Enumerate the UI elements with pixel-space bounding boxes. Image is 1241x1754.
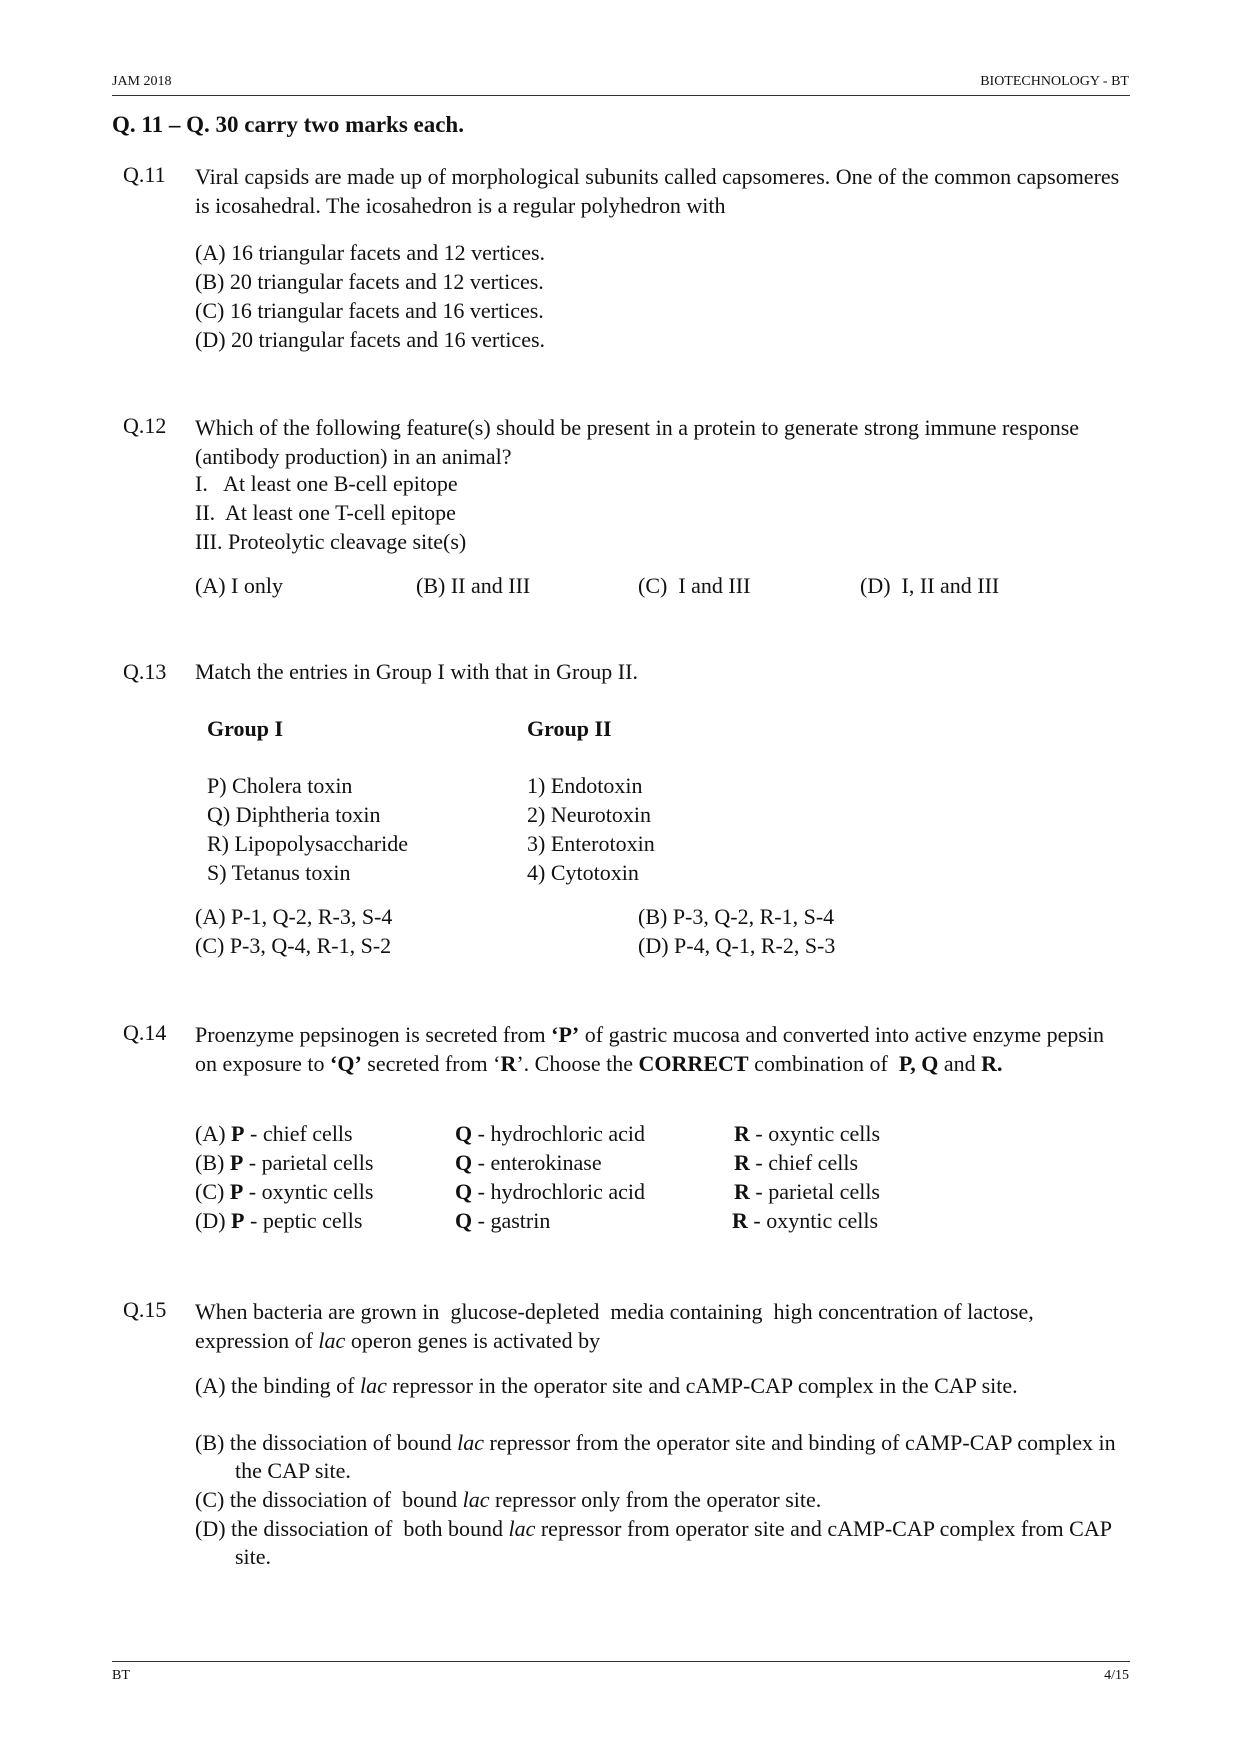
q14-option-b-p: (B) P - parietal cells	[195, 1150, 374, 1175]
q15-text: When bacteria are grown in glucose-depleted media containing high concentration of lactose, expression of lac operon genes is activated by	[195, 1299, 1040, 1353]
q11-option-a: (A) 16 triangular facets and 12 vertices.	[195, 240, 546, 265]
header-paper-name: BIOTECHNOLOGY - BT	[980, 74, 1129, 89]
q13-group2-title: Group II	[527, 716, 612, 741]
q13-number: Q.13	[123, 659, 167, 684]
q15-number: Q.15	[123, 1297, 167, 1322]
header-exam-name: JAM 2018	[112, 74, 172, 89]
q13-group1-item: Q) Diphtheria toxin	[207, 802, 381, 827]
q15-option-c: (C) the dissociation of bound lac repressor only from the operator site.	[195, 1487, 822, 1512]
q13-group2-item: 4) Cytotoxin	[527, 860, 639, 885]
q13-group1-title: Group I	[207, 716, 284, 741]
q12-option-a: (A) I only	[195, 573, 283, 598]
q13-group1-item: R) Lipopolysaccharide	[207, 831, 408, 856]
q12-statement-1: I. At least one B-cell epitope	[195, 471, 458, 496]
q12-statement-2: II. At least one T-cell epitope	[195, 500, 456, 525]
section-title: Q. 11 – Q. 30 carry two marks each.	[112, 112, 464, 137]
q11-text: Viral capsids are made up of morphological subunits called capsomeres. One of the common capsomeres is icosahedral. The icosahedron is a regular polyhedron with	[195, 164, 1120, 218]
q13-group1-item: S) Tetanus toxin	[207, 860, 351, 885]
q15-option-b: (B) the dissociation of bound lac repressor from the operator site and binding of cAMP-CAP complex in the CAP site.	[195, 1430, 1116, 1483]
q12-option-b: (B) II and III	[416, 573, 531, 598]
q11-number: Q.11	[123, 162, 166, 187]
q15-option-a: (A) the binding of lac repressor in the operator site and cAMP-CAP complex in the CAP site.	[195, 1373, 1018, 1398]
q14-option-b-q: Q - enterokinase	[455, 1150, 602, 1175]
q14-option-d-r: R - oxyntic cells	[732, 1208, 879, 1233]
q13-option-a: (A) P-1, Q-2, R-3, S-4	[195, 904, 393, 929]
q12-option-c: (C) I and III	[638, 573, 751, 598]
q13-option-c: (C) P-3, Q-4, R-1, S-2	[195, 933, 392, 958]
q11-option-b: (B) 20 triangular facets and 12 vertices.	[195, 269, 544, 294]
q12-text: Which of the following feature(s) should be present in a protein to generate strong immune response (antibody production) in an animal?	[195, 415, 1080, 469]
q14-text: Proenzyme pepsinogen is secreted from ‘P’ of gastric mucosa and converted into active enzyme pepsin on exposure to ‘Q’ secreted from ‘R’. Choose the CORRECT combination of P, Q and R.	[195, 1022, 1105, 1076]
q14-option-d-q: Q - gastrin	[455, 1208, 551, 1233]
q14-option-c-q: Q - hydrochloric acid	[455, 1179, 645, 1204]
q14-option-a-p: (A) P - chief cells	[195, 1121, 353, 1146]
q11-option-c: (C) 16 triangular facets and 16 vertices.	[195, 298, 544, 323]
q14-number: Q.14	[123, 1020, 167, 1045]
q14-option-c-r: R - parietal cells	[734, 1179, 880, 1204]
q13-group2-item: 2) Neurotoxin	[527, 802, 652, 827]
q12-number: Q.12	[123, 413, 167, 438]
q12-statement-3: III. Proteolytic cleavage site(s)	[195, 529, 467, 554]
q13-option-b: (B) P-3, Q-2, R-1, S-4	[638, 904, 835, 929]
footer-paper-code: BT	[112, 1668, 130, 1683]
q13-option-d: (D) P-4, Q-1, R-2, S-3	[638, 933, 836, 958]
q15-option-d: (D) the dissociation of both bound lac repressor from operator site and cAMP-CAP complex from CAP site.	[195, 1516, 1117, 1569]
footer-page-number: 4/15	[1104, 1668, 1129, 1683]
footer-rule	[112, 1661, 1130, 1662]
q12-option-d: (D) I, II and III	[860, 573, 1000, 598]
q14-option-a-q: Q - hydrochloric acid	[455, 1121, 645, 1146]
q14-option-d-p: (D) P - peptic cells	[195, 1208, 363, 1233]
q14-option-a-r: R - oxyntic cells	[734, 1121, 881, 1146]
q11-option-d: (D) 20 triangular facets and 16 vertices.	[195, 327, 546, 352]
q13-group2-item: 3) Enterotoxin	[527, 831, 655, 856]
q14-option-b-r: R - chief cells	[734, 1150, 858, 1175]
q13-group1-item: P) Cholera toxin	[207, 773, 353, 798]
header-rule	[112, 95, 1130, 96]
q13-group2-item: 1) Endotoxin	[527, 773, 643, 798]
q13-text: Match the entries in Group I with that in Group II.	[195, 659, 638, 684]
q14-option-c-p: (C) P - oxyntic cells	[195, 1179, 374, 1204]
